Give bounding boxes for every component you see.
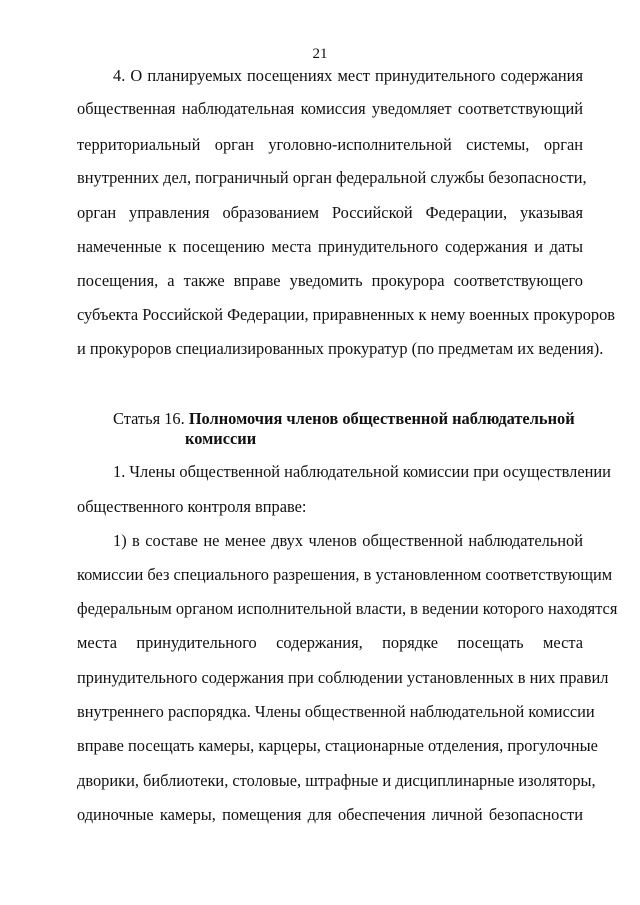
paragraph-4-line-6: намеченные к посещению места принудительного содержания и даты xyxy=(77,237,583,256)
subparagraph-1-line-1: 1) в составе не менее двух членов общественной наблюдательной xyxy=(113,531,583,550)
subparagraph-1-line-8: дворики, библиотеки, столовые, штрафные и дисциплинарные изоляторы, xyxy=(77,771,596,790)
paragraph-4-line-1: 4. О планируемых посещениях мест принудительного содержания xyxy=(113,66,583,85)
subparagraph-1-line-6: внутреннего распорядка. Члены общественной наблюдательной комиссии xyxy=(77,702,595,721)
article-title-continuation: комиссии xyxy=(185,429,257,448)
paragraph-1-line-2: общественного контроля вправе: xyxy=(77,497,307,516)
paragraph-4-line-9: и прокуроров специализированных прокуратур (по предметам их ведения). xyxy=(77,339,604,358)
paragraph-4-line-4: внутренних дел, пограничный орган федеральной службы безопасности, xyxy=(77,168,587,187)
paragraph-1-line-1: 1. Члены общественной наблюдательной комиссии при осуществлении xyxy=(113,462,611,481)
subparagraph-1-line-5: принудительного содержания при соблюдении установленных в них правил xyxy=(77,668,609,687)
paragraph-4-line-8: субъекта Российской Федерации, приравненных к нему военных прокуроров xyxy=(77,305,616,324)
subparagraph-1-line-2: комиссии без специального разрешения, в установленном соответствующим xyxy=(77,565,613,584)
paragraph-4-line-5: орган управления образованием Российской Федерации, указывая xyxy=(77,203,583,222)
subparagraph-1-line-9: одиночные камеры, помещения для обеспечения личной безопасности xyxy=(77,805,583,824)
paragraph-4-line-7: посещения, а также вправе уведомить прокурора соответствующего xyxy=(77,271,583,290)
page-number: 21 xyxy=(312,46,328,62)
subparagraph-1-line-3: федеральным органом исполнительной власти, в ведении которого находятся xyxy=(77,599,618,618)
article-title: Полномочия членов общественной наблюдательной xyxy=(188,409,575,428)
subparagraph-1-line-7: вправе посещать камеры, карцеры, стационарные отделения, прогулочные xyxy=(77,736,598,755)
paragraph-4-line-2: общественная наблюдательная комиссия уведомляет соответствующий xyxy=(77,99,583,118)
article-number: Статья 16. xyxy=(113,409,185,428)
subparagraph-1-line-4: места принудительного содержания, порядке посещать места xyxy=(77,633,583,652)
article-heading xyxy=(113,409,583,429)
paragraph-4-line-3: территориальный орган уголовно-исполнительной системы, орган xyxy=(77,135,583,154)
